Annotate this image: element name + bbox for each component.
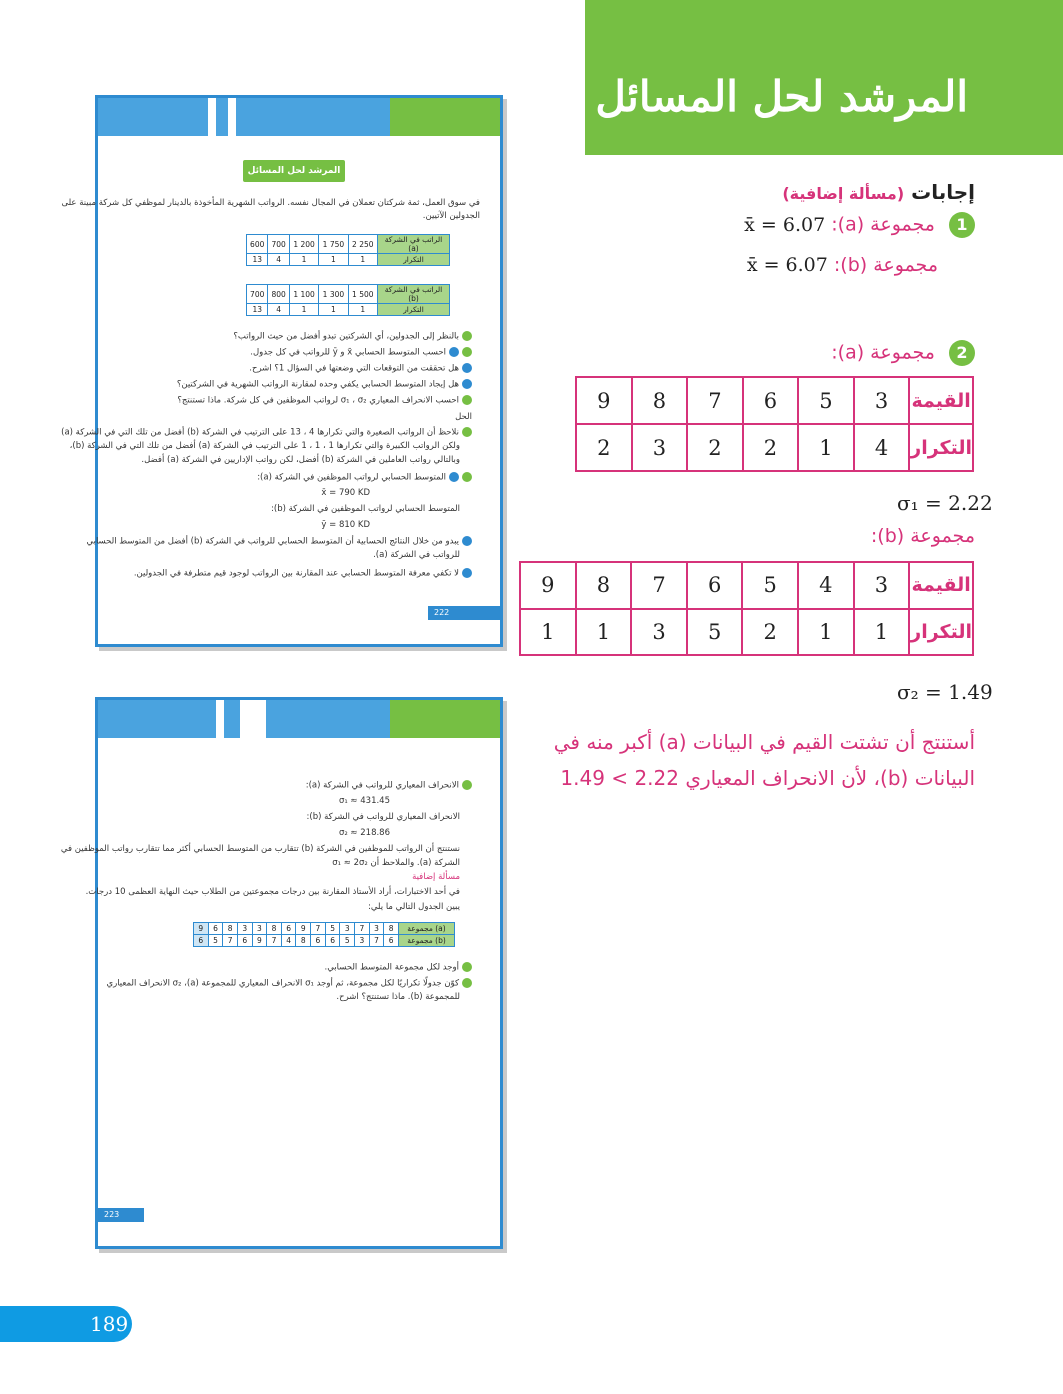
- thumb2-cell: 7: [267, 935, 282, 947]
- thumb1-gap: [208, 98, 216, 136]
- freq-table-a-value: 7: [687, 377, 743, 424]
- thumb1-cell: 800: [268, 285, 289, 304]
- thumb1-line: x̄ = 790 KD: [321, 488, 370, 498]
- freq-table-a-freq: 3: [632, 424, 688, 471]
- freq-table-b-value: 4: [798, 562, 854, 609]
- answers-heading-main: إجابات: [911, 180, 975, 204]
- freq-table-b-value: 5: [742, 562, 798, 609]
- thumb1-cell: 1: [348, 304, 377, 316]
- freq-table-a-freq: 2: [743, 424, 799, 471]
- freq-table-b-freq: 1: [520, 609, 576, 656]
- q1-badge: 1: [949, 212, 975, 238]
- thumb2-line: σ₂ ≈ 218.86: [338, 828, 390, 838]
- thumb1-cell: 2 250: [348, 235, 377, 254]
- thumbnail-page-223: [60, 697, 503, 1249]
- thumb1-cell: 13: [247, 254, 268, 266]
- thumb1-line: للرواتب في الشركة (a).: [373, 550, 460, 560]
- thumb1-tag: المرشد لحل المسائل: [243, 160, 345, 182]
- freq-table-a-freq: 2: [687, 424, 743, 471]
- thumb2-question: للمجموعة (b). ماذا تستنتج؟ اشرح.: [336, 992, 460, 1002]
- page-number: 189: [0, 1306, 132, 1342]
- thumb1-cell: 1 100: [289, 285, 318, 304]
- freq-table-a-value: 6: [743, 377, 799, 424]
- thumb1-cell: 600: [247, 235, 268, 254]
- freq-table-a: [575, 376, 974, 472]
- freq-table-b-value-label: القيمة: [909, 562, 973, 609]
- thumb1-line: احسب المتوسط الحسابي x̄ و ȳ للرواتب في كل جدول.: [250, 347, 472, 358]
- thumb2-question: أوجد لكل مجموعة المتوسط الحسابي.: [325, 962, 472, 973]
- thumb1-line: لا تكفي معرفة المتوسط الحسابي عند المقارنة بين الرواتب لوجود قيم متطرفة في الجدولين.: [134, 568, 472, 579]
- thumb2-page-number: 223: [98, 1208, 144, 1222]
- freq-table-a-value: 5: [798, 377, 854, 424]
- freq-table-a-value-label: القيمة: [909, 377, 973, 424]
- thumb1-intro-1: في سوق العمل، ثمة شركتان تعملان في المجال نفسه. الرواتب الشهرية المأخوذة بالدينار لموظفي كل شركة مبينة على: [61, 198, 480, 208]
- thumb1-line: بالنظر إلى الجدولين، أي الشركتين تبدو أفضل من حيث الرواتب؟: [233, 331, 472, 342]
- thumb2-cell: 7: [311, 923, 326, 935]
- q2-badge: 2: [949, 340, 975, 366]
- freq-table-b-freq-row: [520, 609, 973, 656]
- thumb2-line: يبين الجدول التالي ما يلي:: [367, 902, 460, 912]
- thumb2-cell: 9: [252, 935, 267, 947]
- sigma2: σ₂ = 1.49: [897, 680, 993, 704]
- thumb2-cell: 7: [355, 923, 370, 935]
- q1-b-group: مجموعة (b):: [833, 254, 938, 276]
- freq-table-b-freq: 1: [854, 609, 910, 656]
- thumb2-cell: 6: [281, 923, 296, 935]
- thumb2-cell: 6: [311, 935, 326, 947]
- thumb2-line: في أحد الاختبارات، أراد الأستاذ المقارنة بين درجات مجموعتين من الطلاب حيث النهاية العظمى 10 درجات.: [85, 887, 460, 897]
- thumb2-cell: 3: [252, 923, 267, 935]
- thumb1-table-a: [246, 234, 450, 266]
- q1-a-value: x̄ = 6.07: [744, 213, 826, 236]
- thumb1-cell: 1: [289, 304, 318, 316]
- freq-table-a-freq: 1: [798, 424, 854, 471]
- thumb1-cell: 1: [348, 254, 377, 266]
- thumb2-cell: 5: [325, 923, 340, 935]
- thumb2-cell: 3: [340, 923, 355, 935]
- thumb1-cell: 1 300: [319, 285, 348, 304]
- thumb2-cell: 7: [369, 935, 384, 947]
- thumb1-cell: 1: [319, 304, 348, 316]
- freq-table-a-values-row: [576, 377, 973, 424]
- thumb1-line: احسب الانحراف المعياري σ₁ ، σ₂ لرواتب الموظفين في كل شركة. ماذا تستنتج؟: [177, 395, 472, 406]
- freq-table-b-freq: 2: [742, 609, 798, 656]
- q1-b-line: [747, 254, 938, 276]
- thumb1-line: وبالتالي رواتب العاملين في الشركة (b) أفضل، لكن رواتب الإداريين في الشركة (a) أفضل.: [141, 455, 460, 465]
- thumb2-line: نستنتج أن الرواتب للموظفين في الشركة (b) تتقارب من المتوسط الحسابي أكثر مما تتقارب رواتب الموظفين في: [60, 844, 460, 854]
- freq-table-b-values-row: [520, 562, 973, 609]
- thumb2-cell: 3: [355, 935, 370, 947]
- q2-b-group: مجموعة (b):: [870, 525, 975, 547]
- freq-table-a-freq: 4: [854, 424, 910, 471]
- thumb2-question: كوّن جدولًا تكراريًا لكل مجموعة، ثم أوجد σ₁ الانحراف المعياري للمجموعة (a)، σ₂ الانحراف المعياري: [106, 978, 472, 989]
- freq-table-b: [519, 561, 974, 656]
- conclusion-line-2: البيانات (b)، لأن الانحراف المعياري 2.22 > 1.49: [560, 766, 975, 790]
- thumb2-cell: 6: [384, 935, 399, 947]
- thumb1-cell: 1 200: [289, 235, 318, 254]
- thumb2-cell: 6: [325, 935, 340, 947]
- conclusion-line-1: أستنتج أن تشتت القيم في البيانات (a) أكبر منه في: [553, 730, 975, 754]
- thumb1-cell: التكرار: [378, 304, 450, 316]
- thumb1-table-b: [246, 284, 450, 316]
- thumb2-cell: 4: [281, 935, 296, 947]
- thumb2-gap: [240, 700, 266, 738]
- thumb2-cell: 5: [340, 935, 355, 947]
- q1-a-group: مجموعة (a):: [831, 213, 935, 236]
- thumb2-cell: 6: [208, 923, 223, 935]
- thumb1-line: ولكن الرواتب الكبيرة والتي تكرارها 1 ، 1 ، 1 على الترتيب في الشركة (a) أفضل من تلك التي في الشركة (b)،: [69, 441, 460, 451]
- thumb2-cell: 3: [369, 923, 384, 935]
- q1-a-line: [744, 212, 975, 238]
- freq-table-b-freq: 3: [631, 609, 687, 656]
- thumb1-intro-2: الجدولين الآتيين.: [422, 211, 480, 221]
- thumb2-cell: 6: [194, 935, 209, 947]
- thumb1-line: هل إيجاد المتوسط الحسابي يكفي وحده لمقارنة الرواتب الشهرية في الشركتين؟: [177, 379, 472, 390]
- thumbnail-page-222: [61, 95, 503, 647]
- thumb1-line: يبدو من خلال النتائج الحسابية أن المتوسط الحسابي للرواتب في الشركة (b) أفضل من المتوسط الحسابي: [87, 536, 472, 547]
- freq-table-a-freq-row: [576, 424, 973, 471]
- thumb2-line: الانحراف المعياري للرواتب في الشركة (b):: [306, 812, 460, 822]
- thumb1-cell: الراتب في الشركة (a): [378, 235, 450, 254]
- freq-table-b-value: 3: [854, 562, 910, 609]
- thumb2-line: مسألة إضافية: [412, 872, 460, 882]
- freq-table-b-value: 9: [520, 562, 576, 609]
- freq-table-b-freq: 1: [576, 609, 632, 656]
- thumb1-cell: 1 750: [319, 235, 348, 254]
- thumb1-cell: 1 500: [348, 285, 377, 304]
- thumb1-cell: 1: [319, 254, 348, 266]
- thumb1-gap: [228, 98, 236, 136]
- thumb1-cell: 4: [268, 304, 289, 316]
- thumb2-cell: 6: [237, 935, 252, 947]
- thumb2-cell: 9: [194, 923, 209, 935]
- thumb1-line: هل تحققت من التوقعات التي وضعتها في السؤال 1؟ اشرح.: [249, 363, 472, 374]
- thumb1-cell: التكرار: [378, 254, 450, 266]
- thumb1-line: الحل: [455, 412, 472, 422]
- thumb2-green-corner: [390, 700, 500, 738]
- sigma1: σ₁ = 2.22: [897, 491, 993, 515]
- freq-table-b-freq: 1: [798, 609, 854, 656]
- q1-b-value: x̄ = 6.07: [746, 254, 828, 276]
- freq-table-b-freq: 5: [687, 609, 743, 656]
- freq-table-b-freq-label: التكرار: [909, 609, 973, 656]
- thumb2-cell: 8: [296, 935, 311, 947]
- thumb2-cell: 8: [384, 923, 399, 935]
- thumb2-cell: 3: [237, 923, 252, 935]
- freq-table-a-freq-label: التكرار: [909, 424, 973, 471]
- thumb2-gap: [216, 700, 224, 738]
- answers-heading: [782, 180, 975, 204]
- thumb2-line: الشركة (a). والملاحظ أن σ₁ ≈ 2σ₂: [332, 858, 460, 868]
- thumb1-cell: 4: [268, 254, 289, 266]
- thumb1-green-corner: [390, 98, 500, 136]
- freq-table-a-value: 8: [632, 377, 688, 424]
- freq-table-a-value: 3: [854, 377, 910, 424]
- q2-a-line: [831, 340, 975, 366]
- thumb2-cell: 8: [223, 923, 238, 935]
- thumb2-cell: مجموعة (a): [399, 923, 455, 935]
- thumb2-scores-table: [193, 922, 455, 947]
- freq-table-a-value: 9: [576, 377, 632, 424]
- freq-table-b-value: 6: [687, 562, 743, 609]
- freq-table-b-value: 7: [631, 562, 687, 609]
- freq-table-a-freq: 2: [576, 424, 632, 471]
- thumb1-line: نلاحظ أن الرواتب الصغيرة والتي تكرارها 4 ، 13 على الترتيب في الشركة (b) أفضل من تلك التي في الشركة (a): [61, 427, 472, 438]
- thumb2-cell: 8: [267, 923, 282, 935]
- thumb1-cell: 1: [289, 254, 318, 266]
- answers-heading-sub: (مسألة إضافية): [782, 184, 905, 203]
- q2-a-group: مجموعة (a):: [831, 341, 935, 364]
- freq-table-b-value: 8: [576, 562, 632, 609]
- thumb2-cell: 7: [223, 935, 238, 947]
- thumb1-cell: 13: [247, 304, 268, 316]
- thumb1-page-number: 222: [428, 606, 500, 620]
- thumb2-line: الانحراف المعياري للرواتب في الشركة (a):: [306, 780, 472, 791]
- thumb2-line: σ₁ ≈ 431.45: [338, 796, 390, 806]
- thumb1-cell: 700: [268, 235, 289, 254]
- thumb2-cell: 9: [296, 923, 311, 935]
- thumb1-cell: 700: [247, 285, 268, 304]
- thumb1-cell: الراتب في الشركة (b): [378, 285, 450, 304]
- thumb2-cell: مجموعة (b): [399, 935, 455, 947]
- page-title: المرشد لحل المسائل: [595, 72, 968, 121]
- thumb1-line: المتوسط الحسابي لرواتب الموظفين في الشركة (b):: [271, 504, 460, 514]
- thumb1-line: المتوسط الحسابي لرواتب الموظفين في الشركة (a):: [257, 472, 472, 483]
- thumb1-line: ȳ = 810 KD: [321, 520, 370, 530]
- thumb2-cell: 5: [208, 935, 223, 947]
